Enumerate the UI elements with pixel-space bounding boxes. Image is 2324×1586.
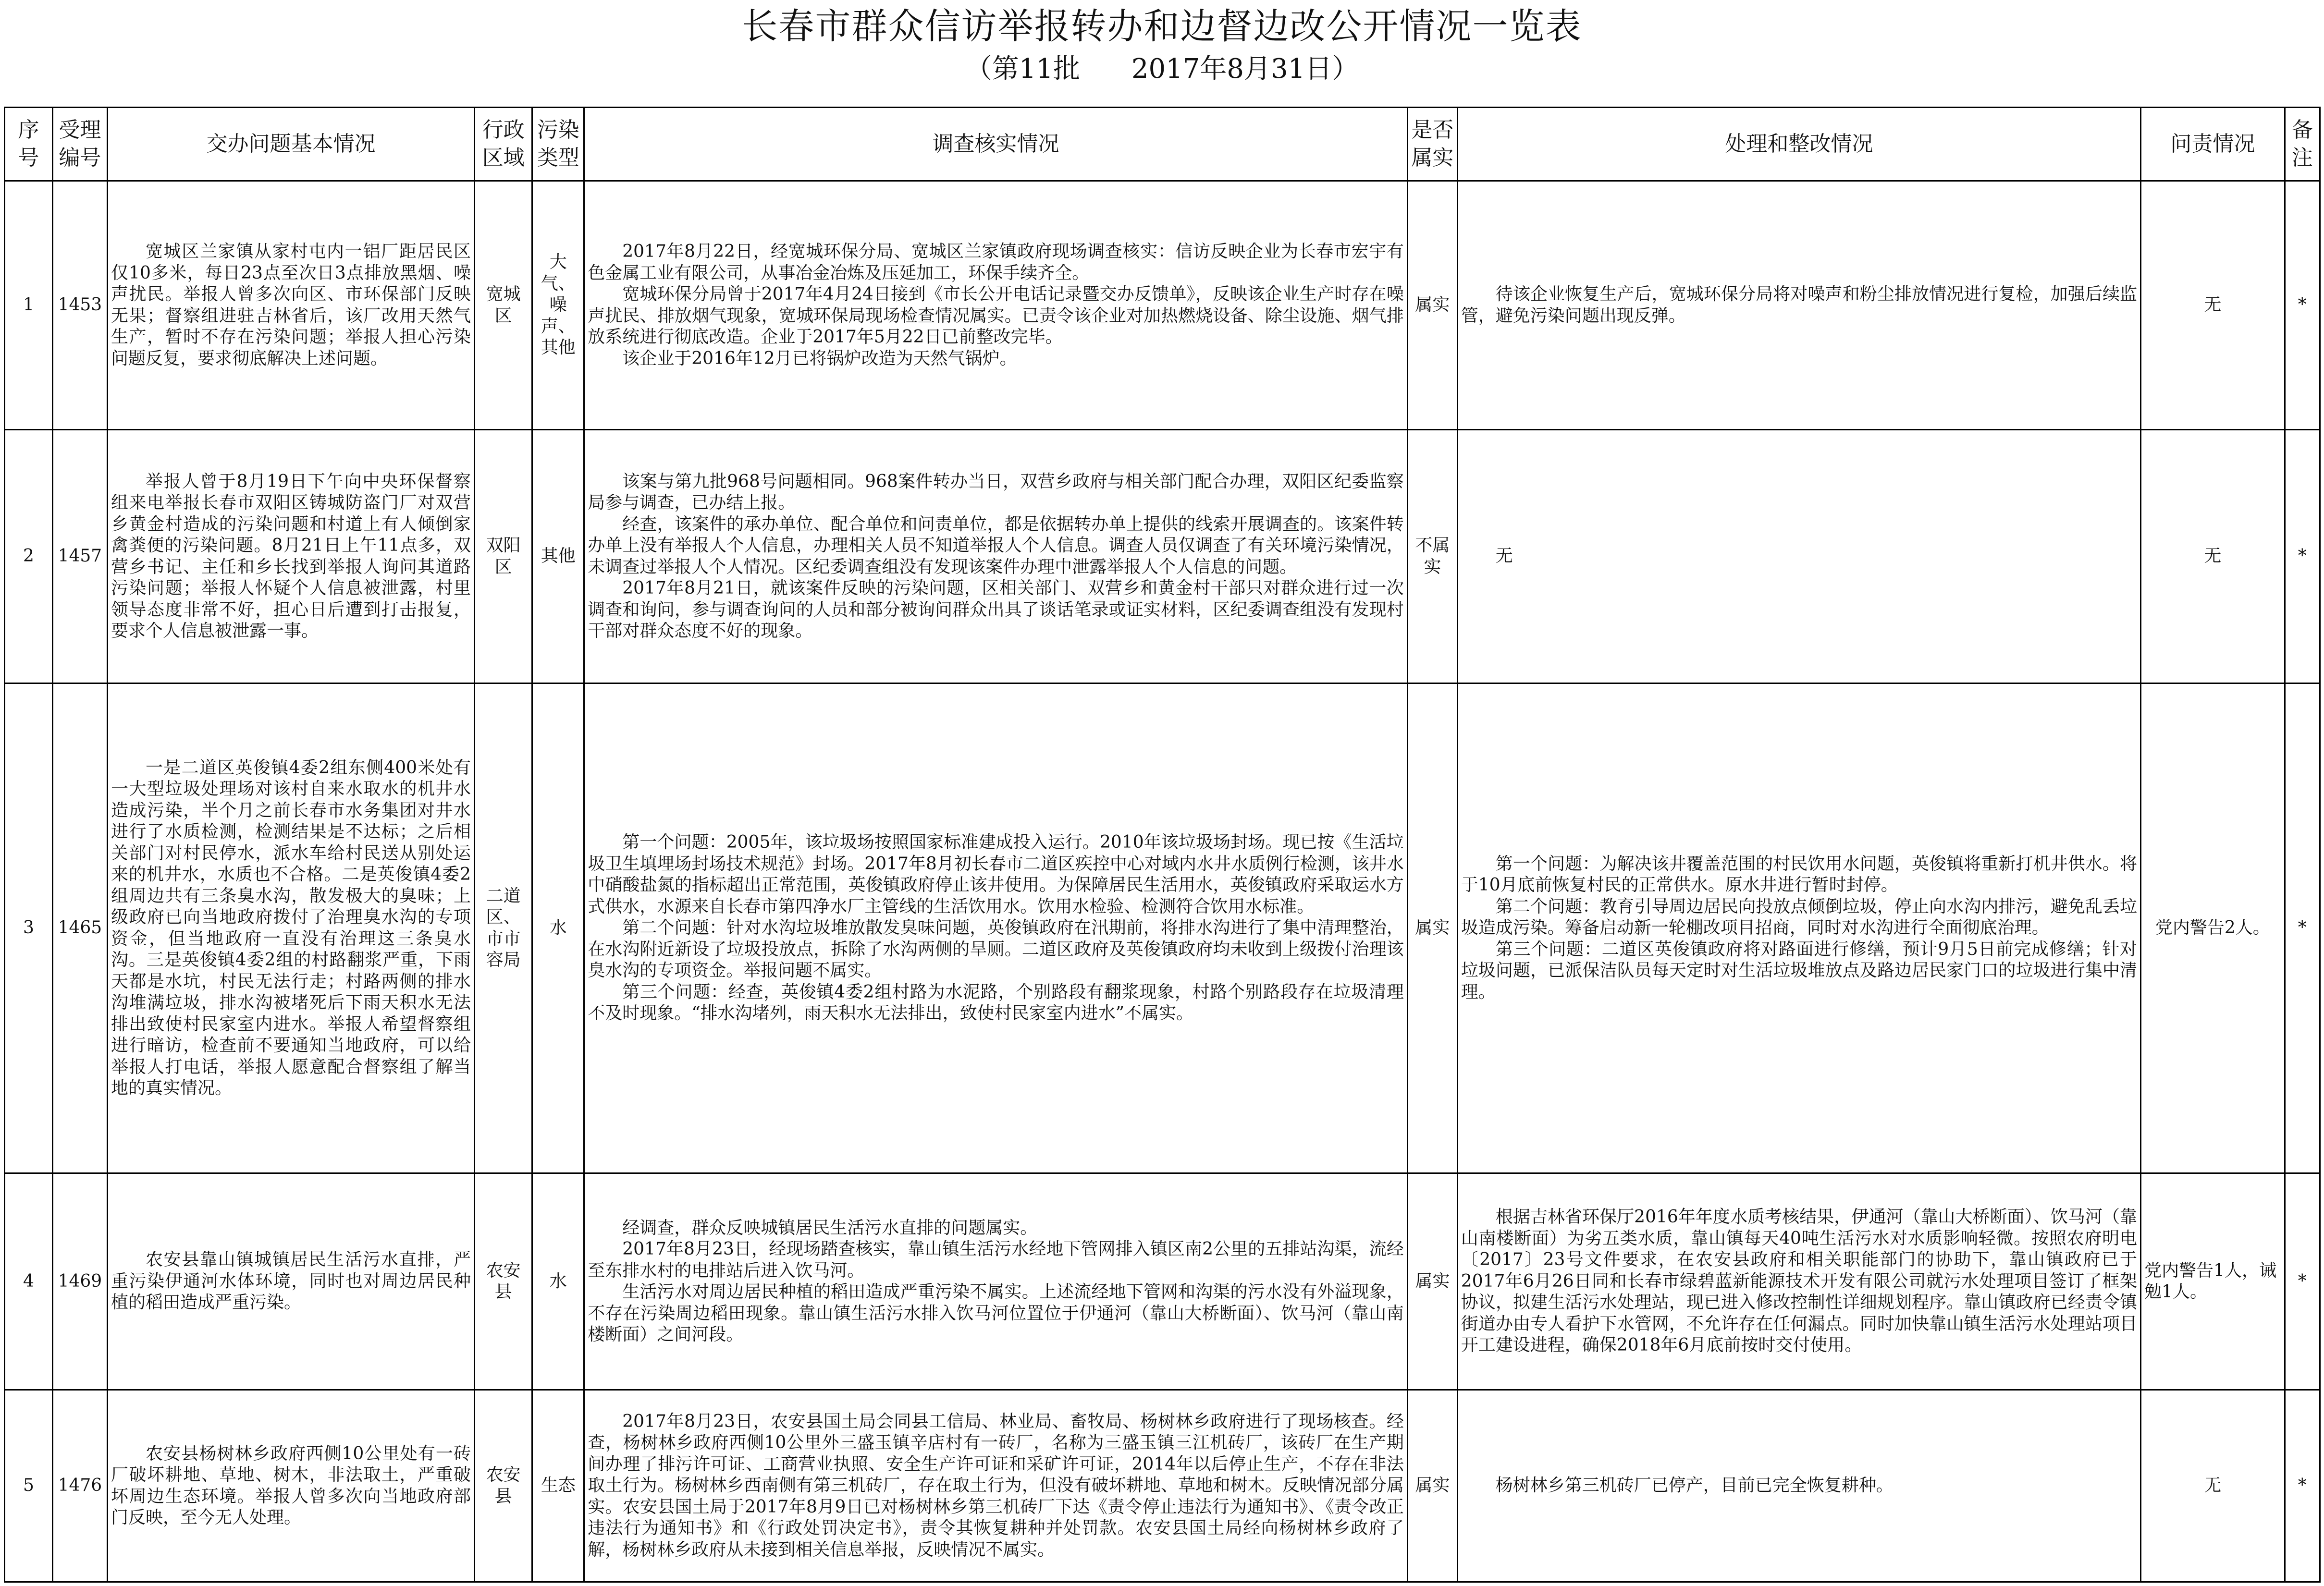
cell-problem bbox=[107, 1390, 474, 1582]
handling-paragraph: 第一个问题：为解决该井覆盖范围的村民饮用水问题，英俊镇将重新打机井供水。将于10月底前恢复村民的正常供水。原水井进行暂时封停。 bbox=[1461, 854, 2138, 895]
handling-paragraph: 第三个问题：二道区英俊镇政府将对路面进行修缮，预计9月5日前完成修缮；针对垃圾问题，已派保洁队员每天定时对生活垃圾堆放点及路边居民家门口的垃圾进行集中清理。 bbox=[1461, 939, 2138, 1002]
cell-verified: 属实 bbox=[1407, 683, 1457, 1173]
investigation-paragraph: 第一个问题：2005年，该垃圾场按照国家标准建成投入运行。2010年该垃圾场封场。现已按《生活垃圾卫生填埋场封场技术规范》封场。2017年8月初长春市二道区疾控中心对域内水井水质例行检测，该井水中硝酸盐氮的指标超出正常范围，英俊镇政府停止该井使用。为保障居民生活用水，英俊镇政府采取运水方式供水，水源来自长春市第四净水厂主管线的生活饮用水。饮用水检验、检测符合饮用水标准。 bbox=[588, 832, 1404, 916]
cell-code: 1476 bbox=[52, 1390, 107, 1582]
header-problem: 交办问题基本情况 bbox=[107, 108, 474, 181]
problem-paragraph: 举报人曾于8月19日下午向中央环保督察组来电举报长春市双阳区铸城防盗门厂对双营乡黄金村造成的污染问题和村道上有人倾倒家禽粪便的污染问题。8月21日上午11点多，双营乡书记、主任和乡长找到举报人询问其道路污染问题；举报人怀疑个人信息被泄露，村里领导态度非常不好，担心日后遭到打击报复，要求个人信息被泄露一事。 bbox=[111, 471, 471, 641]
investigation-paragraph: 经调查，群众反映城镇居民生活污水直排的问题属实。 bbox=[622, 1218, 1038, 1238]
investigation-paragraph: 该企业于2016年12月已将锅炉改造为天然气锅炉。 bbox=[622, 348, 1017, 368]
cell-district: 二道区、市市容局 bbox=[475, 683, 532, 1173]
cell-accountability: 无 bbox=[2141, 430, 2285, 683]
cell-problem bbox=[107, 1173, 474, 1390]
document-subtitle: （第11批 2017年8月31日） bbox=[965, 53, 1359, 85]
header-remark: 备注 bbox=[2285, 108, 2320, 181]
cell-district: 农安县 bbox=[475, 1173, 532, 1390]
problem-paragraph: 农安县靠山镇城镇居民生活污水直排，严重污染伊通河水体环境，同时也对周边居民种植的稻田造成严重污染。 bbox=[111, 1250, 471, 1313]
cell-investigation bbox=[584, 181, 1408, 430]
cell-seq: 1 bbox=[5, 181, 53, 430]
handling-paragraph: 杨树林乡第三机砖厂已停产，目前已完全恢复耕种。 bbox=[1495, 1476, 1894, 1496]
header-pollution: 污染类型 bbox=[532, 108, 584, 181]
cell-pollution: 其他 bbox=[532, 430, 584, 683]
cell-handling bbox=[1457, 683, 2140, 1173]
cell-investigation bbox=[584, 1390, 1408, 1582]
investigation-paragraph: 2017年8月21日，就该案件反映的污染问题，区相关部门、双营乡和黄金村干部只对群众进行过一次调查和询问，参与调查询问的人员和部分被询问群众出具了谈话笔录或证实材料，区纪委调查组没有发现村干部对群众态度不好的现象。 bbox=[588, 578, 1404, 641]
cell-pollution: 水 bbox=[532, 683, 584, 1173]
investigation-paragraph: 第二个问题：针对水沟垃圾堆放散发臭味问题，英俊镇政府在汛期前，将排水沟进行了集中清理整治，在水沟附近新设了垃圾投放点，拆除了水沟两侧的旱厕。二道区政府及英俊镇政府均未收到上级拨付治理该臭水沟的专项资金。举报问题不属实。 bbox=[588, 918, 1404, 981]
table-row bbox=[5, 1173, 2320, 1390]
cell-verified: 不属实 bbox=[1407, 430, 1457, 683]
header-investigation: 调查核实情况 bbox=[584, 108, 1408, 181]
cell-code: 1465 bbox=[52, 683, 107, 1173]
handling-paragraph: 无 bbox=[1495, 546, 1513, 566]
investigation-paragraph: 生活污水对周边居民种植的稻田造成严重污染不属实。上述流经地下管网和沟渠的污水没有外溢现象，不存在污染周边稻田现象。靠山镇生活污水排入饮马河位置位于伊通河（靠山大桥断面）、饮马河（靠山南楼断面）之间河段。 bbox=[588, 1282, 1404, 1344]
table-row bbox=[5, 683, 2320, 1173]
cell-remark: * bbox=[2285, 683, 2320, 1173]
cell-accountability: 党内警告2人。 bbox=[2141, 683, 2285, 1173]
investigation-paragraph: 经查，该案件的承办单位、配合单位和问责单位，都是依据转办单上提供的线索开展调查的。该案件转办单上没有举报人个人信息，办理相关人员不知道举报人个人信息。调查人员仅调查了有关环境污染情况，未调查过举报人个人情况。区纪委调查组没有发现该案件办理中泄露举报人个人信息的问题。 bbox=[588, 514, 1404, 577]
cell-verified: 属实 bbox=[1407, 181, 1457, 430]
problem-paragraph: 宽城区兰家镇从家村屯内一铝厂距居民区仅10多米，每日23点至次日3点排放黑烟、噪声扰民。举报人曾多次向区、市环保部门反映无果；督察组进驻吉林省后，该厂改用天然气生产，暂时不存在污染问题；举报人担心污染问题反复，要求彻底解决上述问题。 bbox=[111, 242, 471, 368]
cell-pollution: 大气、噪声、其他 bbox=[532, 181, 584, 430]
handling-paragraph: 待该企业恢复生产后，宽城环保分局将对噪声和粉尘排放情况进行复检，加强后续监管，避免污染问题出现反弹。 bbox=[1461, 284, 2138, 326]
cell-investigation bbox=[584, 1173, 1408, 1390]
cell-remark: * bbox=[2285, 181, 2320, 430]
cell-seq: 3 bbox=[5, 683, 53, 1173]
cell-accountability: 党内警告1人，诫勉1人。 bbox=[2141, 1173, 2285, 1390]
handling-paragraph: 根据吉林省环保厅2016年年度水质考核结果，伊通河（靠山大桥断面）、饮马河（靠山南楼断面）为劣五类水质，靠山镇每天40吨生活污水对水质影响轻微。按照农府明电〔2017〕23号文件要求，在农安县政府和相关职能部门的协助下，靠山镇政府已于2017年6月26日同和长春市绿碧蓝新能源技术开发有限公司就污水处理项目签订了框架协议，拟建生活污水处理站，现已进入修改控制性详细规划程序。靠山镇政府已经责令镇街道办由专人看护下水管网，不允许存在任何漏点。同时加快靠山镇生活污水处理站项目开工建设进程，确保2018年6月底前按时交付使用。 bbox=[1461, 1207, 2138, 1355]
header-verified: 是否属实 bbox=[1407, 108, 1457, 181]
cell-seq: 4 bbox=[5, 1173, 53, 1390]
cell-problem bbox=[107, 430, 474, 683]
cell-accountability: 无 bbox=[2141, 1390, 2285, 1582]
cell-seq: 5 bbox=[5, 1390, 53, 1582]
cell-district: 农安县 bbox=[475, 1390, 532, 1582]
cell-pollution: 水 bbox=[532, 1173, 584, 1390]
cell-investigation bbox=[584, 683, 1408, 1173]
cell-remark: * bbox=[2285, 1390, 2320, 1582]
cell-code: 1453 bbox=[52, 181, 107, 430]
table-row bbox=[5, 430, 2320, 683]
investigation-paragraph: 宽城环保分局曾于2017年4月24日接到《市长公开电话记录暨交办反馈单》，反映该企业生产时存在噪声扰民、排放烟气现象，宽城环保局现场检查情况属实。已责令该企业对加热燃烧设备、除尘设施、烟气排放系统进行彻底改造。企业于2017年5月22日已前整改完毕。 bbox=[588, 284, 1404, 347]
cell-problem bbox=[107, 683, 474, 1173]
cell-accountability: 无 bbox=[2141, 181, 2285, 430]
header-code: 受理编号 bbox=[52, 108, 107, 181]
handling-paragraph: 第二个问题：教育引导周边居民向投放点倾倒垃圾，停止向水沟内排污，避免乱丢垃圾造成污染。筹备启动新一轮棚改项目招商，同时对水沟进行全面彻底治理。 bbox=[1461, 896, 2138, 938]
cell-handling bbox=[1457, 1173, 2140, 1390]
cell-handling bbox=[1457, 181, 2140, 430]
investigation-paragraph: 2017年8月23日，农安县国土局会同县工信局、林业局、畜牧局、杨树林乡政府进行了现场核查。经查，杨树林乡政府西侧10公里外三盛玉镇辛店村有一砖厂，名称为三盛玉镇三江机砖厂，该砖厂在生产期间办理了排污许可证、工商营业执照、安全生产许可证和采矿许可证，2014年以后停止生产，不存在非法取土行为。杨树林乡西南侧有第三机砖厂，存在取土行为，但没有破坏耕地、草地和树木。反映情况部分属实。农安县国土局于2017年8月9日已对杨树林乡第三机砖厂下达《责令停止违法行为通知书》、《责令改正违法行为通知书》和《行政处罚决定书》，责令其恢复耕种并处罚款。农安县国土局经向杨树林乡政府了解，杨树林乡政府从未接到相关信息举报，反映情况不属实。 bbox=[588, 1411, 1404, 1560]
investigation-paragraph: 2017年8月22日，经宽城环保分局、宽城区兰家镇政府现场调查核实：信访反映企业为长春市宏宇有色金属工业有限公司，从事冶金冶炼及压延加工，环保手续齐全。 bbox=[588, 242, 1404, 283]
cell-remark: * bbox=[2285, 1173, 2320, 1390]
cell-district: 宽城区 bbox=[475, 181, 532, 430]
petition-table bbox=[4, 107, 2321, 1583]
cell-problem bbox=[107, 181, 474, 430]
header-seq: 序号 bbox=[5, 108, 53, 181]
table-row bbox=[5, 181, 2320, 430]
cell-verified: 属实 bbox=[1407, 1390, 1457, 1582]
cell-handling bbox=[1457, 1390, 2140, 1582]
header-row bbox=[5, 108, 2320, 181]
problem-paragraph: 一是二道区英俊镇4委2组东侧400米处有一大型垃圾处理场对该村自来水取水的机井水造成污染，半个月之前长春市水务集团对井水进行了水质检测，检测结果是不达标；之后相关部门对村民停水，派水车给村民送从别处运来的机井水，水质也不合格。二是英俊镇4委2组周边共有三条臭水沟，散发极大的臭味；上级政府已向当地政府拨付了治理臭水沟的专项资金，但当地政府一直没有治理这三条臭水沟。三是英俊镇4委2组的村路翻浆严重，下雨天都是水坑，村民无法行走；村路两侧的排水沟堆满垃圾，排水沟被堵死后下雨天积水无法排出致使村民家室内进水。举报人希望督察组进行暗访，检查前不要通知当地政府，可以给举报人打电话，举报人愿意配合督察组了解当地的真实情况。 bbox=[111, 757, 471, 1098]
header-handling: 处理和整改情况 bbox=[1457, 108, 2140, 181]
header-district: 行政区域 bbox=[475, 108, 532, 181]
cell-district: 双阳区 bbox=[475, 430, 532, 683]
cell-code: 1457 bbox=[52, 430, 107, 683]
cell-investigation bbox=[584, 430, 1408, 683]
cell-code: 1469 bbox=[52, 1173, 107, 1390]
document-title: 长春市群众信访举报转办和边督边改公开情况一览表 bbox=[742, 6, 1582, 47]
investigation-paragraph: 2017年8月23日，经现场踏查核实，靠山镇生活污水经地下管网排入镇区南2公里的五排站沟渠，流经至东排水村的电排站后进入饮马河。 bbox=[588, 1239, 1404, 1281]
investigation-paragraph: 第三个问题：经查，英俊镇4委2组村路为水泥路，个别路段有翻浆现象，村路个别路段存在垃圾清理不及时现象。“排水沟堵列，雨天积水无法排出，致使村民家室内进水”不属实。 bbox=[588, 982, 1404, 1024]
cell-pollution: 生态 bbox=[532, 1390, 584, 1582]
cell-verified: 属实 bbox=[1407, 1173, 1457, 1390]
investigation-paragraph: 该案与第九批968号问题相同。968案件转办当日，双营乡政府与相关部门配合办理，双阳区纪委监察局参与调查，已办结上报。 bbox=[588, 471, 1404, 512]
header-accountability: 问责情况 bbox=[2141, 108, 2285, 181]
problem-paragraph: 农安县杨树林乡政府西侧10公里处有一砖厂破坏耕地、草地、树木，非法取土，严重破坏周边生态环境。举报人曾多次向当地政府部门反映，至今无人处理。 bbox=[111, 1443, 471, 1527]
cell-handling bbox=[1457, 430, 2140, 683]
cell-remark: * bbox=[2285, 430, 2320, 683]
table-row bbox=[5, 1390, 2320, 1582]
cell-seq: 2 bbox=[5, 430, 53, 683]
